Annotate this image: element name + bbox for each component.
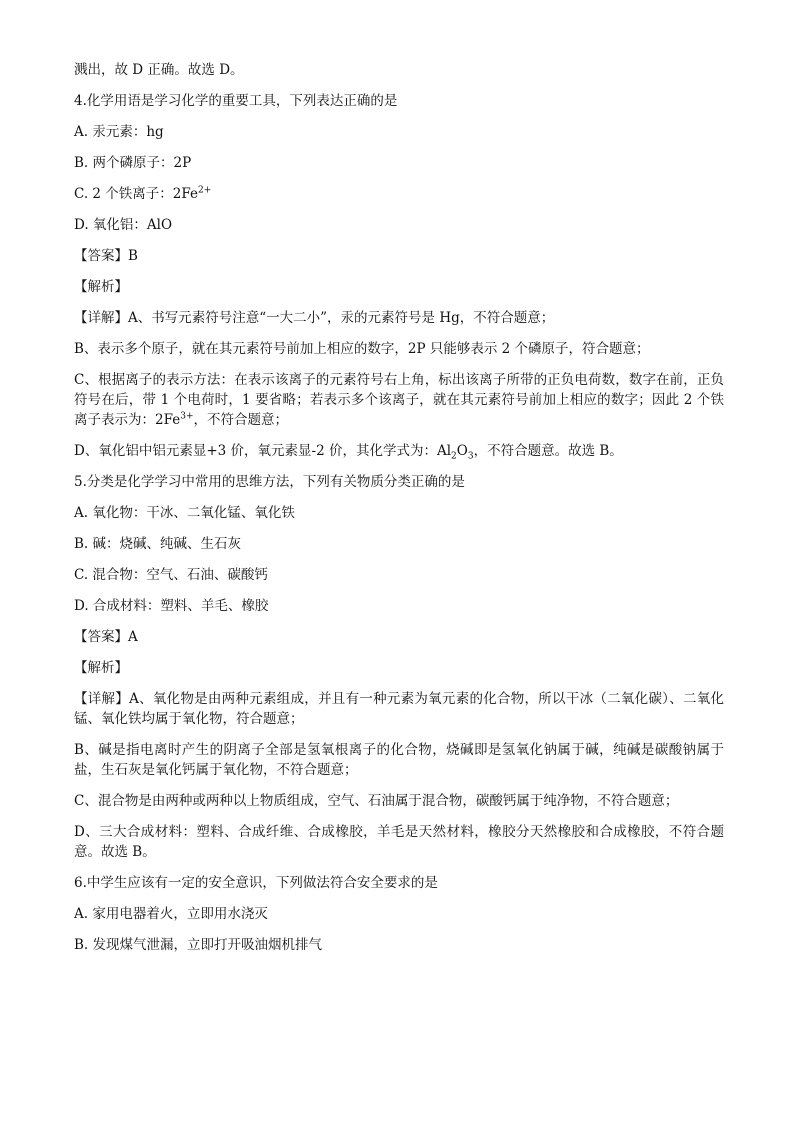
question-6-stem: 6.中学生应该有一定的安全意识，下列做法符合安全要求的是 bbox=[74, 875, 438, 891]
subscript: 2 bbox=[451, 451, 457, 462]
text-line: 溅出，故 D 正确。故选 D。 bbox=[74, 62, 244, 78]
option-c: C. 混合物：空气、石油、碳酸钙 bbox=[74, 567, 268, 583]
explanation-a: 【详解】A、书写元素符号注意“一大二小”，汞的元素符号是 Hg，不符合题意； bbox=[74, 310, 555, 326]
question-5-stem: 5.分类是化学学习中常用的思维方法，下列有关物质分类正确的是 bbox=[74, 474, 465, 490]
option-b: B. 发现煤气泄漏，立即打开吸油烟机排气 bbox=[74, 937, 323, 953]
option-b: B. 碱：烧碱、纯碱、生石灰 bbox=[74, 536, 242, 552]
option-d: D. 合成材料：塑料、羊毛、橡胶 bbox=[74, 598, 269, 614]
analysis-label: 【解析】 bbox=[74, 660, 128, 676]
option-a: A. 汞元素：hg bbox=[74, 124, 164, 140]
question-4-stem: 4.化学用语是学习化学的重要工具，下列表达正确的是 bbox=[74, 93, 398, 109]
explanation-c bbox=[74, 370, 724, 430]
option-c-text: C. 2 个铁离子：2Fe bbox=[74, 186, 199, 202]
option-b: B. 两个磷原子：2P bbox=[74, 155, 192, 171]
formula-part: O bbox=[456, 443, 468, 459]
analysis-label: 【解析】 bbox=[74, 279, 128, 295]
option-c bbox=[74, 184, 724, 204]
option-a: A. 氧化物：干冰、二氧化锰、氧化铁 bbox=[74, 505, 295, 521]
explanation-d bbox=[74, 441, 724, 461]
charge-superscript: 2+ bbox=[198, 185, 212, 196]
explanation-d: D、三大合成材料：塑料、合成纤维、合成橡胶，羊毛是天然材料，橡胶分天然橡胶和合成橡胶，不符合题意。故选 B。 bbox=[74, 824, 724, 860]
explanation-b: B、碱是指电离时产生的阴离子全部是氢氧根离子的化合物，烧碱即是氢氧化钠属于碱，纯碱是碳酸钠属于盐，生石灰是氧化钙属于氧化物，不符合题意； bbox=[74, 742, 724, 778]
option-d: D. 氧化铝：AlO bbox=[74, 217, 173, 233]
explanation-c-tail: ，不符合题意； bbox=[193, 412, 288, 428]
explanation-d-text: D、氧化铝中铝元素显+3 价，氧元素显-2 价，其化学式为：Al bbox=[74, 443, 452, 459]
explanation-b: B、表示多个原子，就在其元素符号前加上相应的数字，2P 只能够表示 2 个磷原子，符合题意； bbox=[74, 341, 650, 357]
option-a: A. 家用电器着火，立即用水浇灭 bbox=[74, 906, 268, 922]
subscript: 3 bbox=[467, 451, 474, 462]
charge-superscript: 3+ bbox=[180, 411, 194, 422]
document-body bbox=[74, 60, 724, 966]
explanation-c: C、混合物是由两种或两种以上物质组成，空气、石油属于混合物，碳酸钙属于纯净物，不符合题意； bbox=[74, 793, 679, 809]
answer-label: 【答案】A bbox=[74, 629, 138, 645]
explanation-c-text: C、根据离子的表示方法：在表示该离子的元素符号右上角，标出该离子所带的正负电荷数，数字在前，正负符号在后，带 1 个电荷时，1 要省略；若表示多个该离子，就在其元素符号前加上相应的数字；因此 2 个铁离子表示为：2Fe bbox=[74, 372, 724, 428]
answer-label: 【答案】B bbox=[74, 248, 138, 264]
explanation-d-tail: ，不符合题意。故选 B。 bbox=[473, 443, 623, 459]
explanation-a: 【详解】A、氧化物是由两种元素组成，并且有一种元素为氧元素的化合物，所以干冰（二氧化碳）、二氧化锰、氧化铁均属于氧化物，符合题意； bbox=[74, 691, 724, 727]
